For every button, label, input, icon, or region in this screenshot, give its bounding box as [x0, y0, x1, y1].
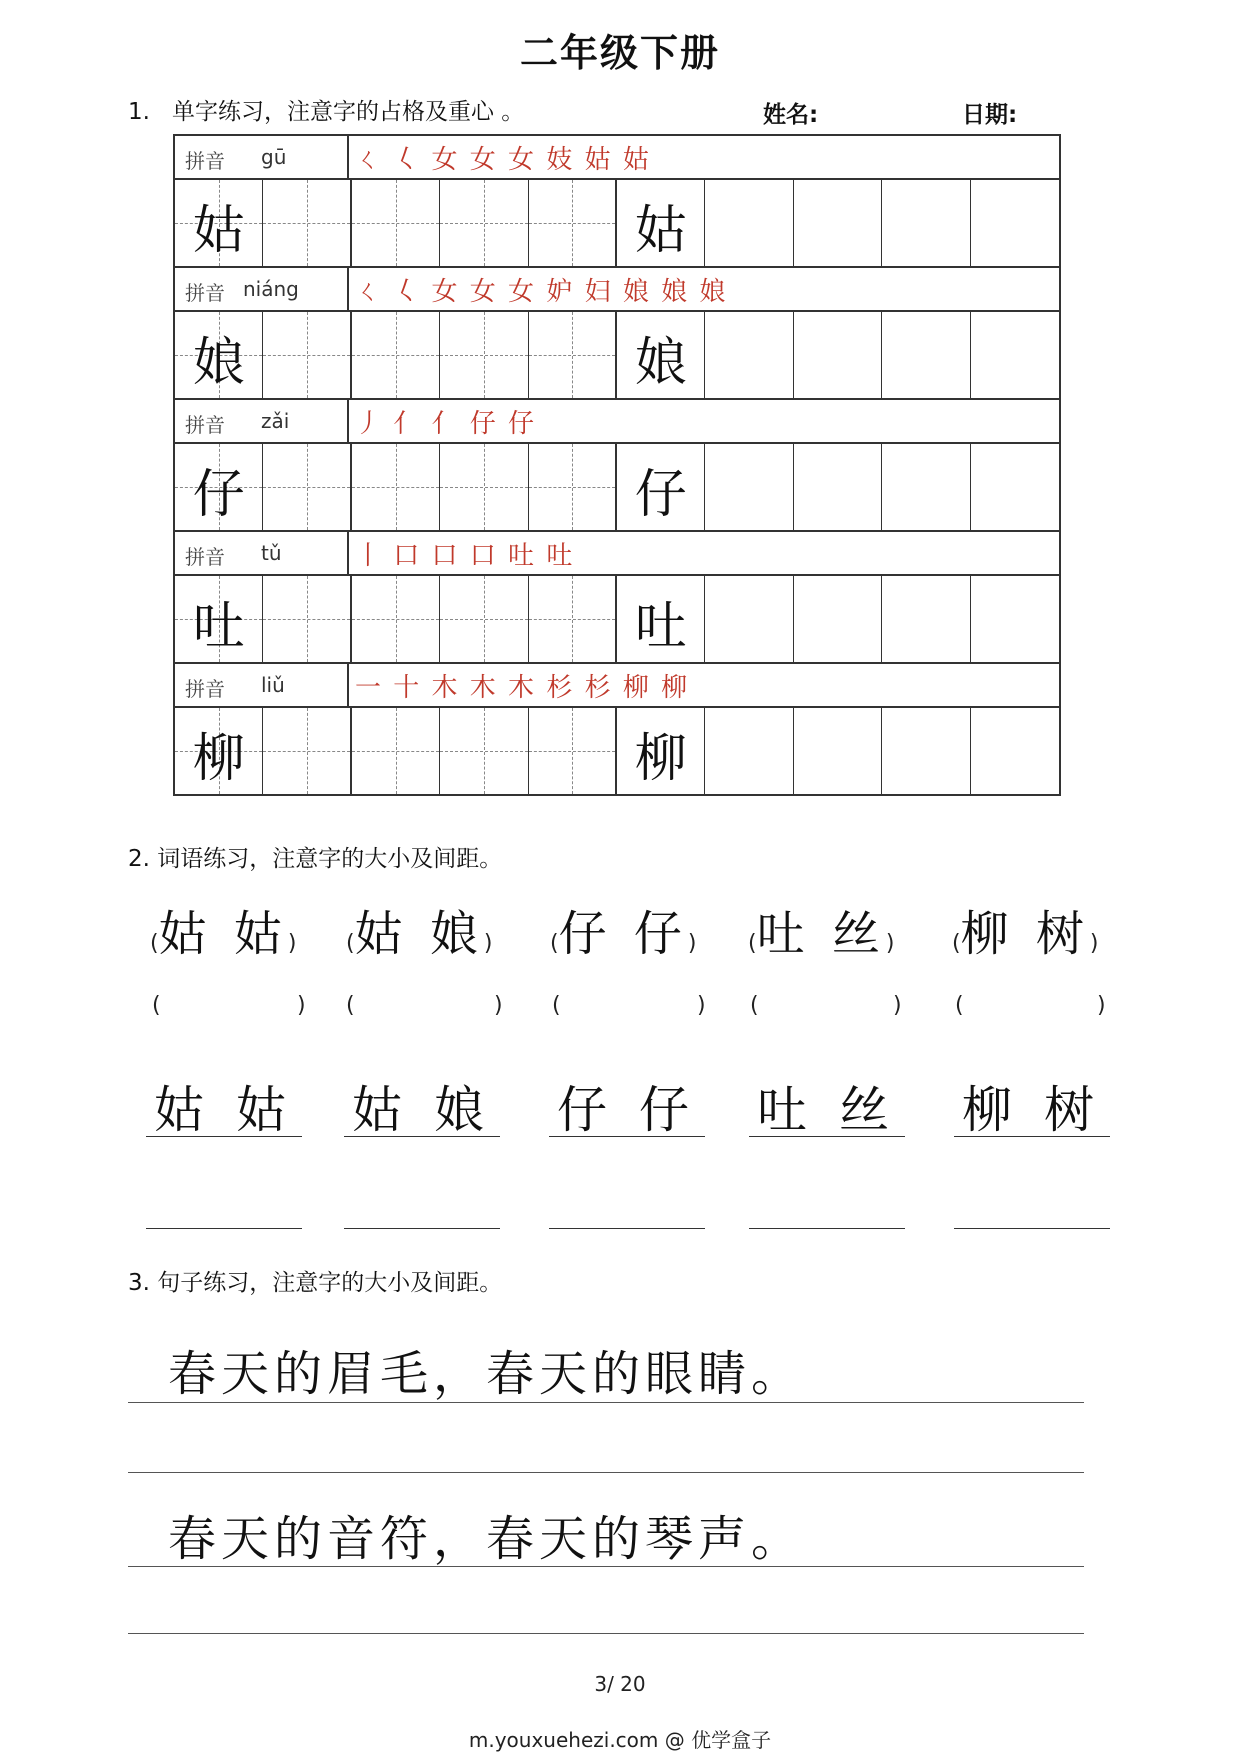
empty-bracket-open: ( [346, 993, 355, 1018]
name-field-label: 姓名: [763, 102, 819, 128]
empty-bracket-close: ) [893, 993, 902, 1018]
word-on-line: 吐 丝 [757, 1081, 897, 1139]
pinyin-value: niáng [243, 277, 299, 301]
model-character: 娘 [192, 333, 245, 393]
pinyin-label: 拼音 [185, 413, 225, 437]
sentence-writing-line [128, 1472, 1084, 1473]
word-bracket-item: (柳 树) [952, 906, 1099, 962]
stroke-order: 一 十 木 木 木 杉 杉 柳 柳 [355, 673, 690, 703]
pinyin-value: tǔ [261, 541, 282, 565]
pinyin-label: 拼音 [185, 281, 225, 305]
word-on-line: 柳 树 [962, 1081, 1102, 1139]
word-writing-line [749, 1228, 905, 1229]
word-writing-line [549, 1136, 705, 1137]
writing-row [173, 574, 1061, 662]
writing-row [173, 178, 1061, 266]
sentence-model: 春天的眉毛，春天的眼睛。 [168, 1346, 805, 1402]
word-writing-line [749, 1136, 905, 1137]
word-model: 姑 姑 [158, 906, 288, 962]
footer-source: m.youxuehezi.com @ 优学盒子 [468, 1728, 772, 1752]
writing-row [173, 706, 1061, 796]
sentence-writing-line [128, 1402, 1084, 1403]
pinyin-label: 拼音 [185, 677, 225, 701]
empty-bracket-open: ( [750, 993, 759, 1018]
model-character: 姑 [192, 201, 245, 261]
word-writing-line [344, 1136, 500, 1137]
trace-character: 柳 [634, 729, 687, 789]
trace-character: 仔 [634, 465, 687, 525]
pinyin-row [173, 134, 1061, 178]
trace-character: 娘 [634, 333, 687, 393]
pinyin-label: 拼音 [185, 149, 225, 173]
empty-bracket-close: ) [494, 993, 503, 1018]
word-writing-line [954, 1136, 1110, 1137]
page-title: 二年级下册 [519, 31, 720, 75]
stroke-order: ㄑ 𡿨 女 女 女 妒 妇 娘 娘 娘 [355, 277, 728, 307]
word-bracket-item: (仔 仔) [550, 906, 697, 962]
word-writing-line [549, 1228, 705, 1229]
trace-character: 姑 [634, 201, 687, 261]
section1-label: 单字练习，注意字的占格及重心 。 [171, 99, 525, 125]
model-character: 柳 [192, 729, 245, 789]
section1-heading [128, 93, 524, 126]
word-model: 柳 树 [960, 906, 1090, 962]
word-on-line: 仔 仔 [557, 1081, 697, 1139]
section3-heading: 3. 句子练习，注意字的大小及间距。 [128, 1270, 503, 1296]
empty-bracket-open: ( [552, 993, 561, 1018]
sentence-writing-line [128, 1566, 1084, 1567]
section1-number: 1. [128, 99, 150, 125]
word-on-line: 姑 娘 [352, 1081, 492, 1139]
word-bracket-item: (姑 姑) [150, 906, 297, 962]
word-model: 姑 娘 [354, 906, 484, 962]
pinyin-row [173, 398, 1061, 442]
word-writing-line [146, 1228, 302, 1229]
stroke-order: 丿 亻 亻 仔 仔 [355, 409, 537, 439]
empty-bracket-open: ( [152, 993, 161, 1018]
model-character: 吐 [192, 597, 245, 657]
empty-bracket-close: ) [697, 993, 706, 1018]
model-character: 仔 [192, 465, 245, 525]
empty-bracket-close: ) [297, 993, 306, 1018]
pinyin-label: 拼音 [185, 545, 225, 569]
trace-character: 吐 [634, 597, 687, 657]
word-on-line: 姑 姑 [154, 1081, 294, 1139]
pinyin-value: gū [261, 145, 287, 169]
word-bracket-item: (吐 丝) [748, 906, 895, 962]
practice-grid [173, 134, 1061, 796]
empty-bracket-close: ) [1097, 993, 1106, 1018]
pinyin-row [173, 266, 1061, 310]
pinyin-value: liǔ [261, 673, 285, 697]
pinyin-row [173, 662, 1061, 706]
word-writing-line [146, 1136, 302, 1137]
word-model: 吐 丝 [756, 906, 886, 962]
sentence-writing-line [128, 1633, 1084, 1634]
writing-row [173, 310, 1061, 398]
word-writing-line [344, 1228, 500, 1229]
word-writing-line [954, 1228, 1110, 1229]
stroke-order: 丨 口 口 口 吐 吐 [355, 541, 575, 571]
sentence-model: 春天的音符，春天的琴声。 [168, 1511, 805, 1567]
pinyin-row [173, 530, 1061, 574]
stroke-order: ㄑ 𡿨 女 女 女 妓 姑 姑 [355, 145, 651, 175]
empty-bracket-open: ( [955, 993, 964, 1018]
section2-heading: 2. 词语练习，注意字的大小及间距。 [128, 846, 503, 872]
page-number: 3/ 20 [594, 1672, 646, 1696]
date-field-label: 日期: [962, 102, 1018, 128]
word-bracket-item: (姑 娘) [346, 906, 493, 962]
pinyin-value: zǎi [261, 409, 290, 433]
writing-row [173, 442, 1061, 530]
word-model: 仔 仔 [558, 906, 688, 962]
